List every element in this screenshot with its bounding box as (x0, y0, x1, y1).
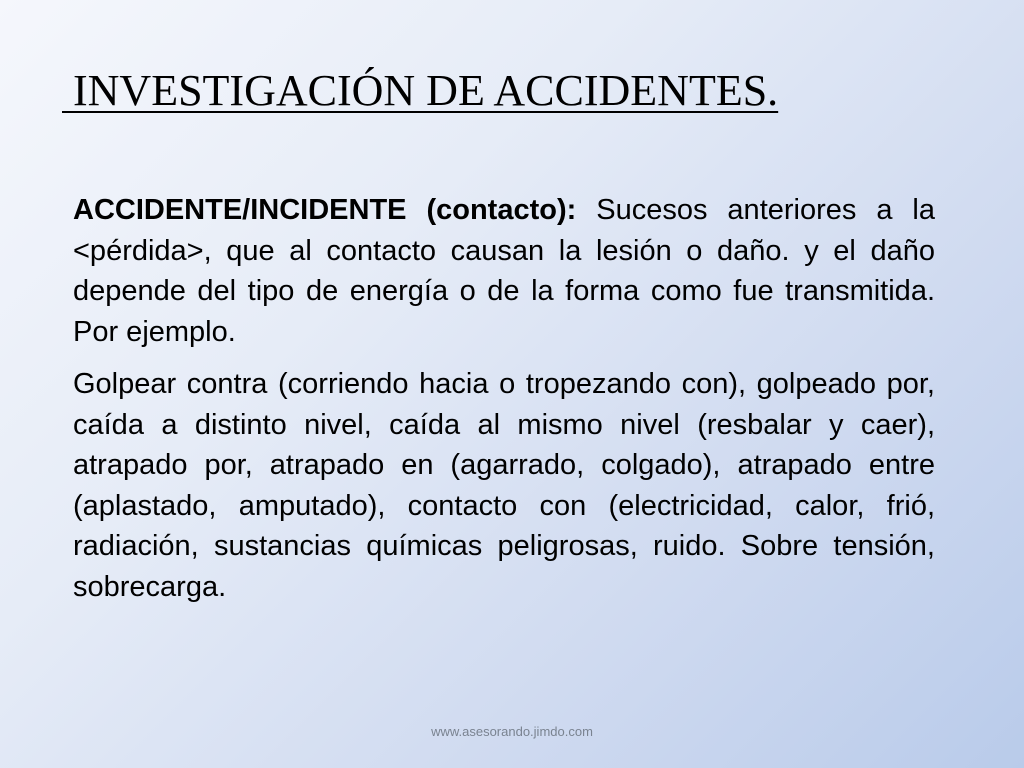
slide-body (73, 190, 935, 607)
footer-url: www.asesorando.jimdo.com (431, 724, 593, 739)
definition-text: Sucesos anteriores a la <pérdida>, que al contacto causan la lesión o daño. y el daño depende del tipo de energía o de la forma como fue transmitida. Por ejemplo. (73, 194, 935, 348)
slide-title: INVESTIGACIÓN DE ACCIDENTES. (62, 66, 779, 115)
definition-term: ACCIDENTE/INCIDENTE (contacto): (73, 194, 577, 226)
paragraph-definition (73, 190, 935, 352)
paragraph-examples: Golpear contra (corriendo hacia o tropezando con), golpeado por, caída a distinto nivel, caída al mismo nivel (resbalar y caer), atrapado por, atrapado en (agarrado, colgado), atrapado entre (aplastado, amputado), contacto con (electricidad, calor, frió, radiación, sustancias químicas peligrosas, ruido. Sobre tensión, sobrecarga. (73, 368, 935, 603)
